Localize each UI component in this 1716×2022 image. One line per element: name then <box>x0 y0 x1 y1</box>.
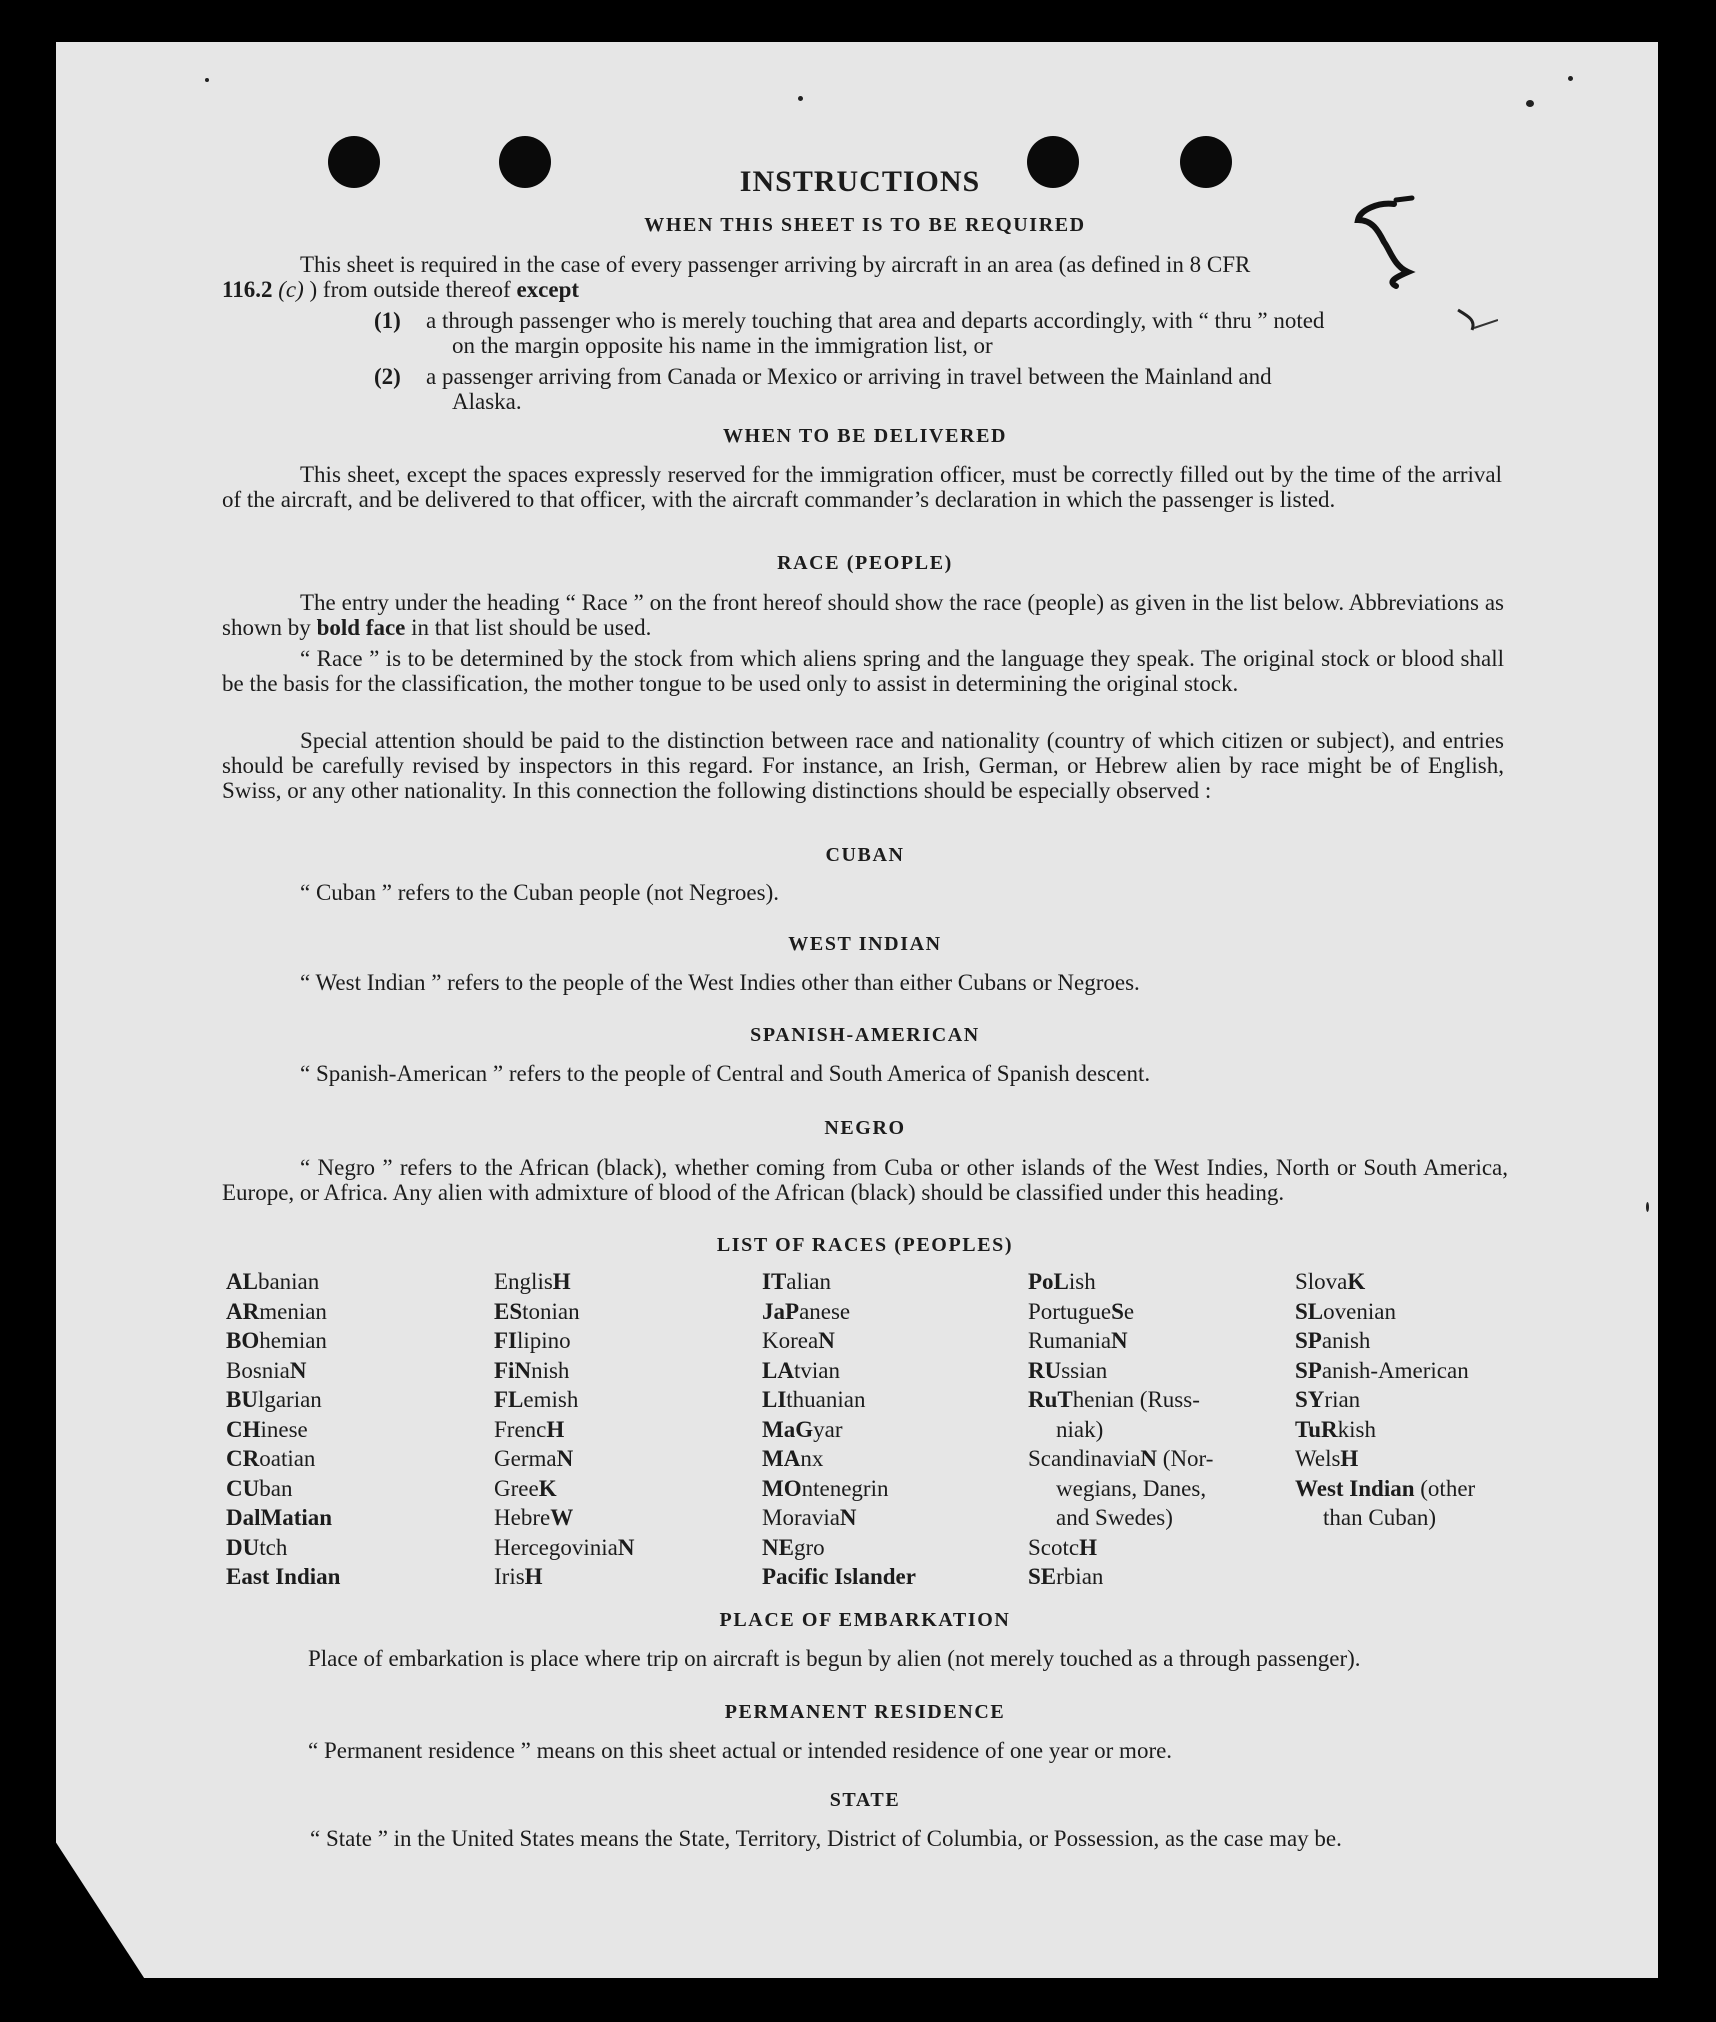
race-text: rian <box>1324 1387 1361 1412</box>
race-abbreviation: ES <box>494 1298 523 1324</box>
race-abbreviation: SE <box>1028 1564 1057 1589</box>
section-heading: NEGRO <box>824 1117 906 1139</box>
race-entry <box>1295 1297 1475 1327</box>
race-abbreviation: MaG <box>762 1416 814 1442</box>
race-entry <box>1295 1267 1475 1297</box>
race-text: lgarian <box>257 1387 322 1412</box>
race-entry <box>226 1503 340 1533</box>
race-text: thuanian <box>786 1387 866 1412</box>
race-entry <box>1028 1415 1213 1445</box>
race-entry <box>494 1415 635 1445</box>
race-abbreviation: PoL <box>1028 1269 1069 1294</box>
race-entry <box>762 1297 916 1327</box>
race-entry <box>226 1444 340 1474</box>
race-entry <box>1028 1474 1213 1504</box>
race-abbreviation: N <box>818 1328 835 1353</box>
race-abbreviation: CR <box>226 1446 260 1471</box>
race-text: emish <box>523 1387 579 1412</box>
race-entry <box>762 1267 916 1297</box>
race-text: Iris <box>494 1564 525 1589</box>
race-entry <box>1028 1267 1213 1297</box>
paragraph: This sheet is required in the case of every passenger arriving by aircraft in an area (as defined in 8 CFR 116.2 (c) ) from outside thereof except <box>222 252 1251 302</box>
race-text: inese <box>260 1416 308 1442</box>
race-text: kish <box>1337 1416 1376 1442</box>
race-list-column <box>494 1267 635 1592</box>
race-text: ssian <box>1061 1357 1108 1383</box>
race-abbreviation: SP <box>1295 1357 1322 1383</box>
race-abbreviation: Pacific Islander <box>762 1564 916 1589</box>
race-text: ovenian <box>1323 1298 1396 1324</box>
race-entry <box>226 1474 340 1504</box>
punch-hole <box>499 136 551 188</box>
race-text: e <box>1123 1298 1135 1324</box>
race-abbreviation: FI <box>494 1328 517 1353</box>
race-abbreviation: MA <box>762 1446 801 1471</box>
race-text: Frenc <box>494 1416 547 1442</box>
race-abbreviation: N <box>556 1446 574 1471</box>
race-abbreviation: CH <box>226 1416 261 1442</box>
race-entry <box>1295 1474 1475 1504</box>
race-abbreviation: N <box>617 1534 635 1560</box>
paragraph: Special attention should be paid to the distinction between race and nationality (country of which citizen or subject), and entries should be carefully revised by inspectors in this regard. For instance, an Irish, German, or Hebrew alien by race might be of English, Swiss, or any other nationality. In this connection the following distinctions should be especially observed : <box>222 728 1504 803</box>
section-heading: LIST OF RACES (PEOPLES) <box>716 1234 1014 1256</box>
race-text: Moravia <box>762 1505 840 1530</box>
race-entry <box>1028 1562 1213 1592</box>
paragraph: “ Negro ” refers to the African (black), whether coming from Cuba or other islands of the West Indies, North or South America, Europe, or Africa. Any alien with admixture of blood of the African (black) should be classified under this heading. <box>222 1155 1508 1205</box>
race-text: ban <box>259 1475 293 1501</box>
race-text: Englis <box>494 1269 553 1294</box>
race-abbreviation: W <box>550 1505 574 1530</box>
race-text: Scotc <box>1028 1534 1080 1560</box>
race-entry <box>226 1326 340 1356</box>
punch-hole <box>328 136 380 188</box>
race-text: Hebre <box>494 1505 551 1530</box>
race-abbreviation: H <box>552 1269 571 1294</box>
list-item: (2) a passenger arriving from Canada or Mexico or arriving in travel between the Mainland and Alaska. <box>374 364 1272 414</box>
race-entry <box>226 1267 340 1297</box>
list-item: (1) a through passenger who is merely touching that area and departs accordingly, with “ thru ” noted on the margin opposite his name in the immigration list, or <box>374 308 1325 358</box>
race-entry <box>762 1503 916 1533</box>
race-list-column <box>762 1267 916 1592</box>
race-abbreviation: SP <box>1295 1328 1322 1353</box>
race-entry <box>762 1562 916 1592</box>
race-list-column <box>1028 1267 1213 1592</box>
section-heading: PERMANENT RESIDENCE <box>724 1701 1006 1723</box>
race-entry <box>1028 1533 1213 1563</box>
race-entry <box>1295 1356 1475 1386</box>
race-entry <box>494 1297 635 1327</box>
race-entry <box>226 1562 340 1592</box>
race-entry <box>494 1474 635 1504</box>
race-entry <box>226 1533 340 1563</box>
race-abbreviation: N <box>1140 1446 1158 1471</box>
paragraph: The entry under the heading “ Race ” on the front hereof should show the race (people) as given in the list below. Abbreviations as shown by bold face in that list should be used. <box>222 590 1504 640</box>
race-text: tvian <box>793 1357 840 1383</box>
race-entry <box>1028 1356 1213 1386</box>
race-text: nx <box>800 1446 824 1471</box>
race-text: B <box>226 1357 242 1383</box>
section-heading: WHEN TO BE DELIVERED <box>722 425 1008 447</box>
race-entry <box>1028 1297 1213 1327</box>
race-abbreviation: DU <box>226 1534 260 1560</box>
section-heading: RACE (PEOPLE) <box>777 552 953 574</box>
race-entry <box>1028 1444 1213 1474</box>
race-abbreviation: N <box>839 1505 857 1530</box>
race-abbreviation: LI <box>762 1387 787 1412</box>
paragraph: “ State ” in the United States means the State, Territory, District of Columbia, or Possession, as the case may be. <box>310 1826 1342 1851</box>
race-text: yar <box>813 1416 843 1442</box>
race-abbreviation: NE <box>762 1534 794 1560</box>
race-text: anese <box>799 1298 851 1324</box>
paragraph: This sheet, except the spaces expressly reserved for the immigration officer, must be correctly filled out by the time of the arrival of the aircraft, and be delivered to that officer, with the aircraft commander’s declaration in which the passenger is listed. <box>222 462 1502 512</box>
race-text: alian <box>786 1269 831 1294</box>
race-entry <box>1028 1385 1213 1415</box>
section-heading: PLACE OF EMBARKATION <box>719 1609 1011 1631</box>
ink-speck <box>1526 100 1534 107</box>
race-abbreviation: CU <box>226 1475 260 1501</box>
race-text: hemian <box>259 1328 327 1353</box>
race-text: wegians, Danes, <box>1056 1475 1207 1501</box>
race-list-column <box>1295 1267 1475 1533</box>
race-abbreviation: RuT <box>1028 1387 1073 1412</box>
race-abbreviation: K <box>1347 1269 1366 1294</box>
race-text: Korea <box>762 1328 819 1353</box>
race-abbreviation: East Indian <box>226 1564 341 1589</box>
race-text: Scandinavia <box>1028 1446 1141 1471</box>
paragraph: “ Cuban ” refers to the Cuban people (not Negroes). <box>300 880 780 905</box>
race-abbreviation: BU <box>226 1387 258 1412</box>
race-abbreviation: SL <box>1295 1298 1324 1324</box>
race-entry <box>1295 1385 1475 1415</box>
race-text: Gree <box>494 1475 539 1501</box>
race-entry <box>762 1474 916 1504</box>
race-text: oatian <box>259 1446 316 1471</box>
paragraph: Place of embarkation is place where trip on aircraft is begun by alien (not merely touched as a through passenger). <box>308 1646 1361 1671</box>
race-text: menian <box>259 1298 327 1324</box>
paragraph: “ Permanent residence ” means on this sheet actual or intended residence of one year or more. <box>308 1738 1173 1763</box>
race-abbreviation: N <box>289 1357 307 1383</box>
race-abbreviation: N <box>1111 1328 1128 1353</box>
race-text: Rumania <box>1028 1328 1112 1353</box>
race-entry <box>762 1415 916 1445</box>
race-abbreviation: TuR <box>1295 1416 1338 1442</box>
race-abbreviation: S <box>1111 1298 1124 1324</box>
race-entry <box>762 1326 916 1356</box>
race-entry <box>494 1444 635 1474</box>
race-abbreviation: H <box>546 1416 565 1442</box>
race-text: rbian <box>1056 1564 1104 1589</box>
race-abbreviation: AR <box>226 1298 260 1324</box>
race-text: tonian <box>522 1298 580 1324</box>
race-text: (Nor- <box>1157 1446 1214 1471</box>
race-entry <box>494 1326 635 1356</box>
race-entry <box>762 1444 916 1474</box>
race-entry <box>762 1533 916 1563</box>
race-text: gro <box>793 1534 825 1560</box>
race-abbreviation: West Indian <box>1295 1475 1415 1501</box>
race-abbreviation: DalMatian <box>226 1505 333 1530</box>
race-text: Hercegovinia <box>494 1534 618 1560</box>
race-entry <box>494 1533 635 1563</box>
ink-speck <box>205 78 209 82</box>
punch-hole <box>1180 136 1232 188</box>
race-entry <box>226 1385 340 1415</box>
race-text: lipino <box>517 1328 571 1353</box>
race-text: Wels <box>1295 1446 1341 1471</box>
race-text: ntenegrin <box>801 1475 889 1501</box>
race-abbreviation: SY <box>1295 1387 1325 1412</box>
race-text: Slova <box>1295 1269 1348 1294</box>
race-abbreviation: H <box>1340 1446 1359 1471</box>
paragraph: “ West Indian ” refers to the people of the West Indies other than either Cubans or Negroes. <box>300 970 1140 995</box>
race-text: henian (Russ- <box>1072 1387 1200 1412</box>
race-abbreviation: IT <box>762 1269 787 1294</box>
race-text: osnia <box>241 1357 290 1383</box>
race-text: niak) <box>1056 1416 1104 1442</box>
race-text: Germa <box>494 1446 557 1471</box>
race-entry <box>494 1562 635 1592</box>
race-entry <box>494 1385 635 1415</box>
ink-speck <box>1568 76 1573 81</box>
race-abbreviation: RU <box>1028 1357 1062 1383</box>
race-text: tch <box>259 1534 288 1560</box>
race-text: ish <box>1068 1269 1096 1294</box>
race-entry <box>1295 1444 1475 1474</box>
race-text: anish-American <box>1321 1357 1469 1383</box>
race-entry <box>226 1297 340 1327</box>
race-text: and Swedes) <box>1056 1505 1173 1530</box>
race-abbreviation: BO <box>226 1328 260 1353</box>
race-text: anish <box>1321 1328 1371 1353</box>
race-entry <box>1295 1326 1475 1356</box>
race-entry <box>1028 1326 1213 1356</box>
race-abbreviation: JaP <box>762 1298 800 1324</box>
race-entry <box>494 1503 635 1533</box>
section-heading: SPANISH-AMERICAN <box>750 1024 980 1046</box>
race-abbreviation: H <box>524 1564 543 1589</box>
race-text: banian <box>257 1269 320 1294</box>
ink-speck <box>798 96 803 101</box>
section-heading: WHEN THIS SHEET IS TO BE REQUIRED <box>644 214 1086 236</box>
section-heading: STATE <box>829 1789 901 1811</box>
race-entry <box>1295 1503 1475 1533</box>
race-entry <box>762 1385 916 1415</box>
paragraph: “ Spanish-American ” refers to the people of Central and South America of Spanish descent. <box>300 1061 1151 1086</box>
race-abbreviation: FiN <box>494 1357 532 1383</box>
ink-speck <box>1646 1202 1649 1212</box>
race-entry <box>762 1356 916 1386</box>
section-heading: WEST INDIAN <box>788 933 942 955</box>
race-entry <box>494 1356 635 1386</box>
race-entry <box>1028 1503 1213 1533</box>
paragraph: “ Race ” is to be determined by the stock from which aliens spring and the language they speak. The original stock or blood shall be the basis for the classification, the mother tongue to be used only to assist in determining the original stock. <box>222 646 1504 696</box>
race-entry <box>1295 1415 1475 1445</box>
race-text: nish <box>531 1357 570 1383</box>
race-text: Portugue <box>1028 1298 1112 1324</box>
race-abbreviation: FL <box>494 1387 524 1412</box>
race-abbreviation: K <box>538 1475 557 1501</box>
race-abbreviation: H <box>1079 1534 1097 1560</box>
race-list-column <box>226 1267 340 1592</box>
race-abbreviation: MO <box>762 1475 802 1501</box>
race-text: than Cuban) <box>1323 1505 1437 1530</box>
race-entry <box>494 1267 635 1297</box>
race-entry <box>226 1356 340 1386</box>
race-text: (other <box>1414 1475 1476 1501</box>
race-abbreviation: AL <box>226 1269 258 1294</box>
race-abbreviation: LA <box>762 1357 794 1383</box>
page-title: INSTRUCTIONS <box>739 165 981 198</box>
race-entry <box>226 1415 340 1445</box>
section-heading: CUBAN <box>825 844 905 866</box>
